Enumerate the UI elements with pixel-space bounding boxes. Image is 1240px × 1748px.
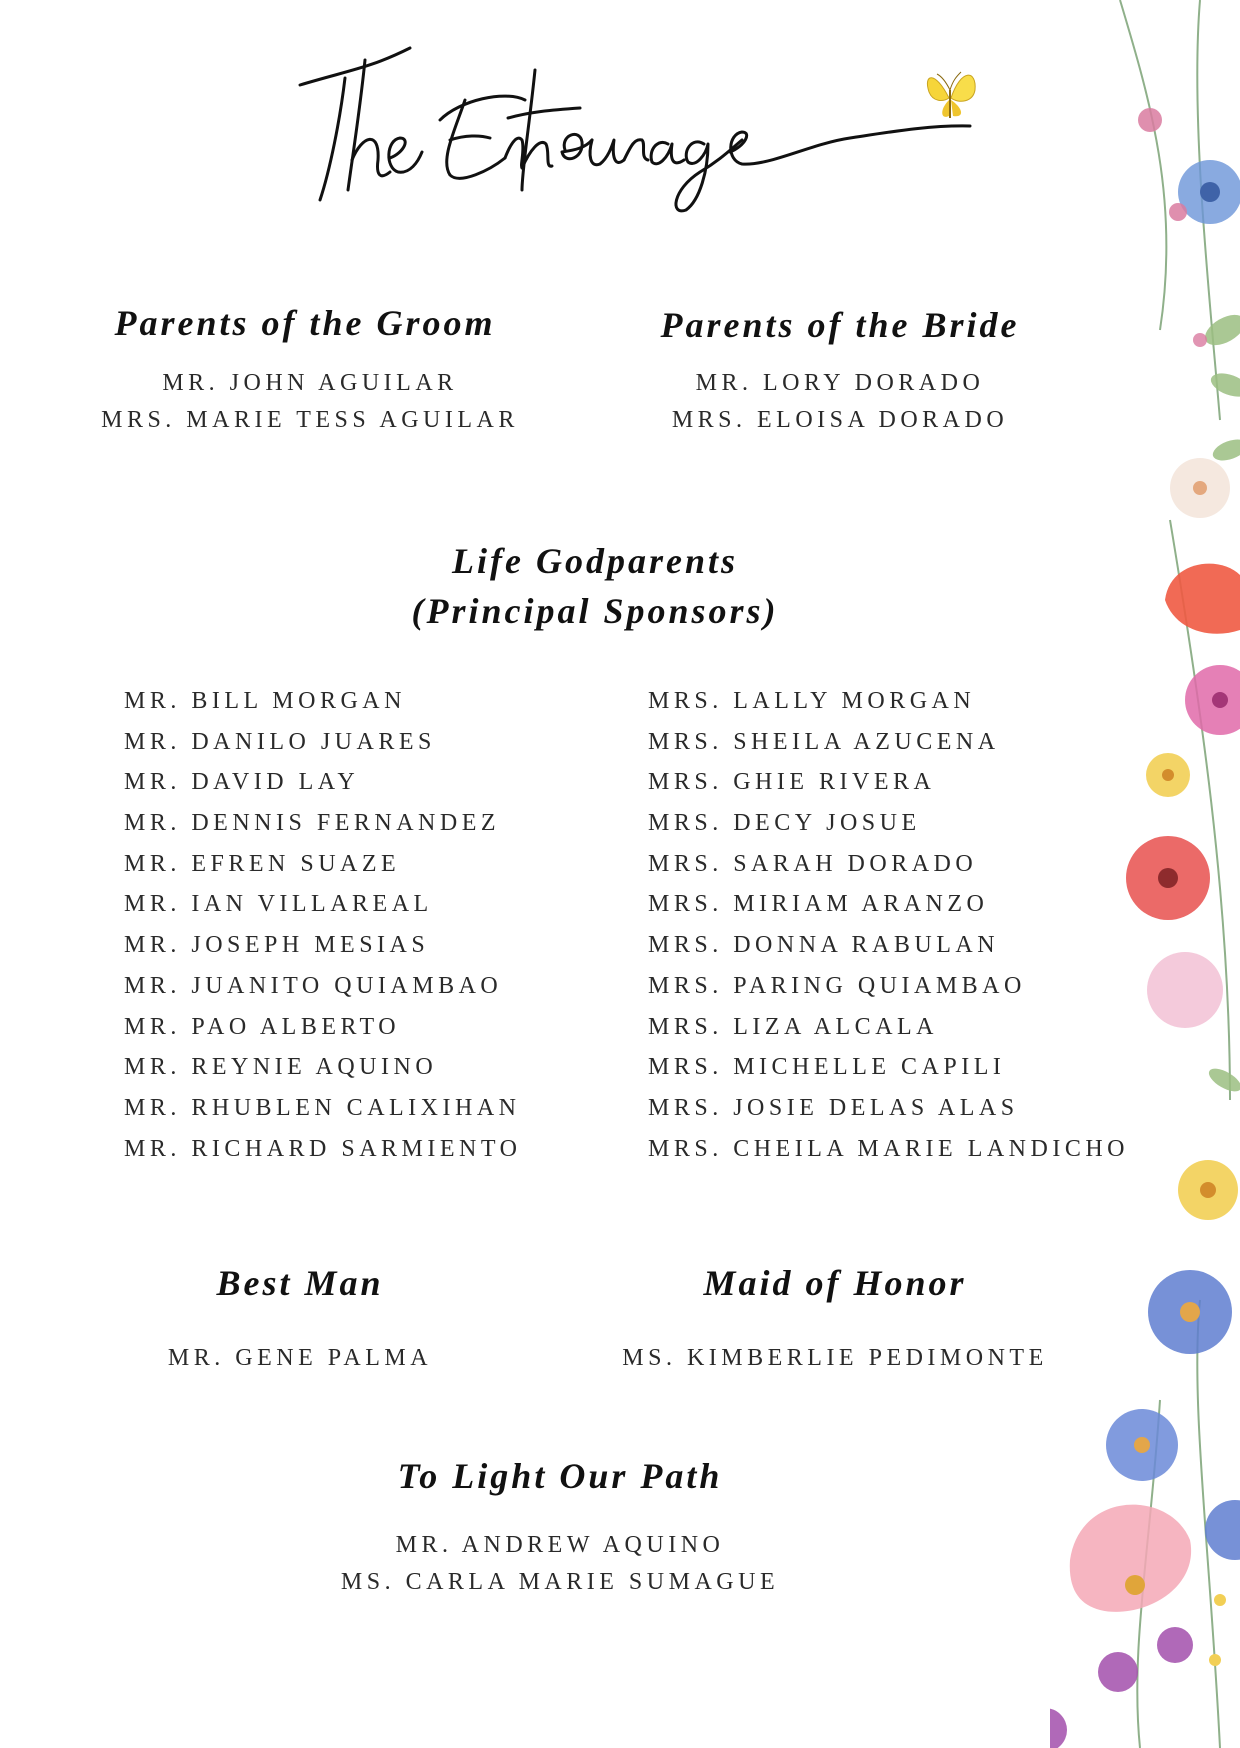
list-item: MR. DANILO JUARES <box>124 728 436 755</box>
list-item: MRS. DECY JOSUE <box>648 810 921 837</box>
list-item: MRS. SARAH DORADO <box>648 850 978 877</box>
white-flower-icon <box>1170 458 1230 518</box>
list-item: MRS. MICHELLE CAPILI <box>648 1054 1006 1081</box>
light-path-heading: To Light Our Path <box>397 1456 723 1496</box>
list-item: MR. JOSEPH MESIAS <box>124 932 430 959</box>
godparents-heading <box>370 536 820 636</box>
butterfly-icon <box>915 60 985 130</box>
red-flower-icon <box>1126 836 1210 920</box>
bride-parent-name: MRS. ELOISA DORADO <box>671 407 1009 433</box>
list-item: MR. REYNIE AQUINO <box>124 1054 438 1081</box>
groom-parent-name: MRS. MARIE TESS AGUILAR <box>101 407 519 433</box>
best-man-name: MR. GENE PALMA <box>167 1345 433 1371</box>
list-item: MRS. CHEILA MARIE LANDICHO <box>648 1135 1130 1162</box>
groom-parents-heading: Parents of the Groom <box>114 303 496 343</box>
godfathers-list <box>124 681 521 1169</box>
bride-parent-name: MR. LORY DORADO <box>695 370 985 396</box>
list-item: MR. IAN VILLAREAL <box>124 891 433 918</box>
magenta-flower-icon <box>1185 665 1240 735</box>
blue-flower-icon <box>1178 160 1240 224</box>
maid-of-honor-name: MS. KIMBERLIE PEDIMONTE <box>622 1345 1048 1371</box>
script-title-graphic <box>290 40 990 230</box>
groom-parent-name: MR. JOHN AGUILAR <box>162 370 458 396</box>
poppy-icon <box>1165 564 1240 634</box>
bride-parents-names <box>590 365 1090 439</box>
list-item: MR. RHUBLEN CALIXIHAN <box>124 1094 521 1121</box>
list-item: MR. DAVID LAY <box>124 769 360 796</box>
list-item: MRS. LALLY MORGAN <box>648 688 976 714</box>
list-item: MR. PAO ALBERTO <box>124 1013 401 1040</box>
best-man-heading: Best Man <box>216 1263 384 1303</box>
list-item: MR. DENNIS FERNANDEZ <box>124 810 501 837</box>
light-path-name: MS. CARLA MARIE SUMAGUE <box>340 1569 780 1595</box>
maid-of-honor-heading: Maid of Honor <box>703 1263 967 1303</box>
list-item: MRS. SHEILA AZUCENA <box>648 728 1000 755</box>
page-title <box>290 40 990 230</box>
groom-parents-names <box>60 365 560 439</box>
light-path-name: MR. ANDREW AQUINO <box>395 1532 725 1558</box>
godparents-heading-line2: (Principal Sponsors) <box>411 591 779 631</box>
list-item: MR. BILL MORGAN <box>124 688 406 714</box>
list-item: MRS. JOSIE DELAS ALAS <box>648 1094 1019 1121</box>
floral-border-decoration <box>1050 0 1240 1748</box>
godparents-heading-line1: Life Godparents <box>452 541 738 581</box>
peony-icon <box>1070 1505 1191 1612</box>
list-item: MRS. GHIE RIVERA <box>648 769 936 796</box>
list-item: MRS. MIRIAM ARANZO <box>648 891 989 918</box>
light-path-names <box>310 1527 810 1601</box>
list-item: MR. RICHARD SARMIENTO <box>124 1135 522 1162</box>
list-item: MR. EFREN SUAZE <box>124 850 401 877</box>
list-item: MR. JUANITO QUIAMBAO <box>124 972 503 999</box>
bride-parents-heading: Parents of the Bride <box>660 305 1020 345</box>
list-item: MRS. LIZA ALCALA <box>648 1013 939 1040</box>
list-item: MRS. PARING QUIAMBAO <box>648 972 1026 999</box>
list-item: MRS. DONNA RABULAN <box>648 932 1000 959</box>
